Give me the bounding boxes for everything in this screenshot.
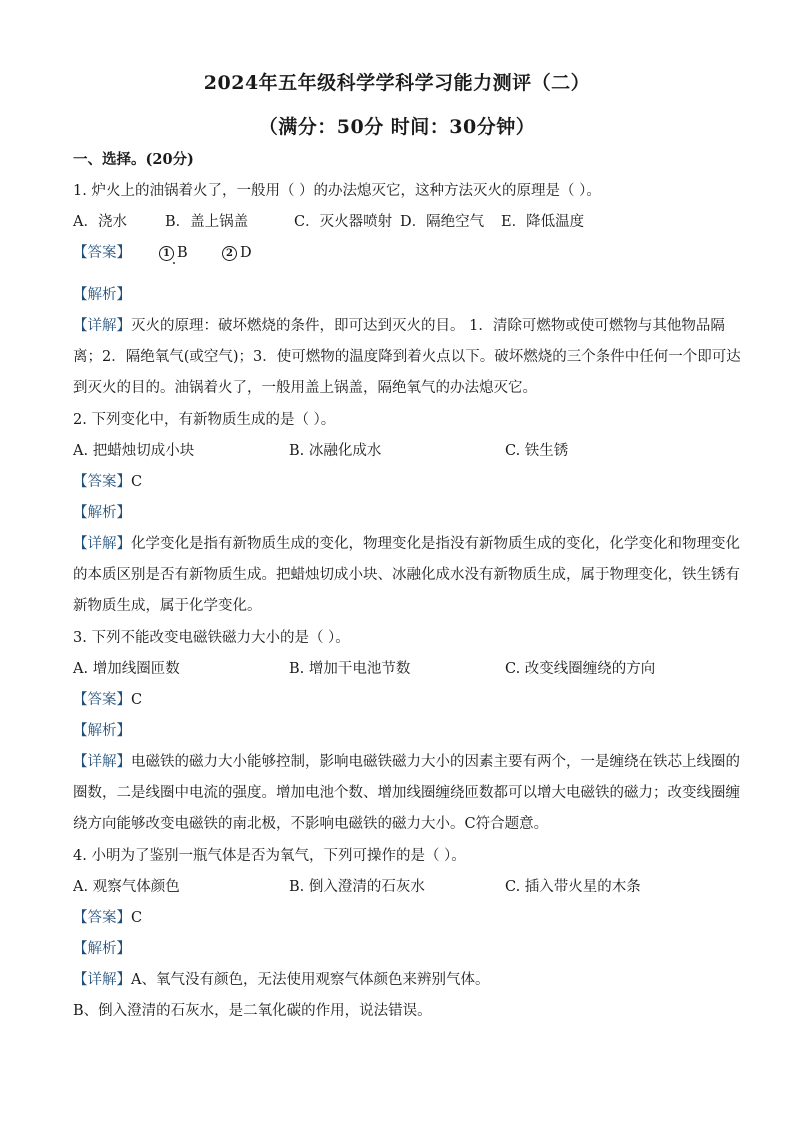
question-1-detail-3: 到灭火的目的。油锅着火了，一般用盖上锅盖，隔绝氧气的办法熄灭它。 <box>73 380 537 396</box>
option-d: D．隔绝空气 <box>400 214 485 230</box>
question-2-stem: 2. 下列变化中，有新物质生成的是（ ）。 <box>73 412 336 428</box>
answer-tag: 【答案】 <box>73 245 131 261</box>
analysis-tag: 【解析】 <box>73 941 131 957</box>
option-b: B. 增加干电池节数 <box>289 661 411 677</box>
question-4-stem: 4. 小明为了鉴别一瓶气体是否为氧气，下列可操作的是（ ）。 <box>73 848 466 864</box>
question-4-answer <box>73 907 723 929</box>
answer-tag: 【答案】 <box>73 474 131 490</box>
question-4-detail-2: B、倒入澄清的石灰水，是二氧化碳的作用，说法错误。 <box>73 1003 432 1019</box>
option-b: B. 冰融化成水 <box>289 443 382 459</box>
detail-tag: 【详解】 <box>73 318 131 334</box>
answer-value: C <box>131 910 143 926</box>
analysis-tag: 【解析】 <box>73 287 131 303</box>
question-4-detail-1: 【详解】A、氧气没有颜色，无法使用观察气体颜色来辨别气体。 <box>73 972 490 988</box>
option-c: C．灭火器喷射 <box>294 214 393 230</box>
question-3-detail-1: 【详解】电磁铁的磁力大小能够控制，影响电磁铁磁力大小的因素主要有两个，一是缠绕在铁芯上线圈的 <box>73 754 740 770</box>
analysis-tag: 【解析】 <box>73 723 131 739</box>
question-1-detail-2: 离；2．隔绝氧气(或空气)；3．使可燃物的温度降到着火点以下。破坏燃烧的三个条件中任何一个即可达 <box>73 349 741 365</box>
option-c: C. 铁生锈 <box>505 443 569 459</box>
question-3-answer <box>73 689 723 711</box>
question-2-answer <box>73 471 723 493</box>
answer-part-2: 2 D <box>222 242 252 264</box>
question-2-detail-2: 的本质区别是否有新物质生成。把蜡烛切成小块、冰融化成水没有新物质生成，属于物理变化，铁生锈有 <box>73 567 740 583</box>
answer-part-1: 1 B <box>159 242 188 264</box>
option-a: A. 把蜡烛切成小块 <box>73 443 195 459</box>
answer-value: C <box>131 474 143 490</box>
option-e: E．降低温度 <box>501 214 585 230</box>
option-c: C. 改变线圈缠绕的方向 <box>505 661 656 677</box>
question-3-stem: 3. 下列不能改变电磁铁磁力大小的是（ ）。 <box>73 630 350 646</box>
question-3-detail-3: 绕方向能够改变电磁铁的南北极，不影响电磁铁的磁力大小。C符合题意。 <box>73 816 549 832</box>
question-1-detail-1: 【详解】灭火的原理：破坏燃烧的条件，即可达到灭火的目。 1．清除可燃物或使可燃物与其他物品隔 <box>73 318 725 334</box>
analysis-tag: 【解析】 <box>73 505 131 521</box>
option-c: C. 插入带火星的木条 <box>505 879 641 895</box>
question-1-answer <box>73 242 723 264</box>
detail-tag: 【详解】 <box>73 536 131 552</box>
option-a: A. 观察气体颜色 <box>73 879 180 895</box>
answer-tag: 【答案】 <box>73 910 131 926</box>
section-heading: 一、选择。(20分) <box>73 151 194 168</box>
option-b: B．盖上锅盖 <box>165 214 249 230</box>
circled-number-1: 1 <box>159 246 174 261</box>
answer-value: C <box>131 692 143 708</box>
answer-tag: 【答案】 <box>73 692 131 708</box>
question-2-detail-1: 【详解】化学变化是指有新物质生成的变化，物理变化是指没有新物质生成的变化，化学变化和物理变化 <box>73 536 740 552</box>
detail-tag: 【详解】 <box>73 972 131 988</box>
question-3-detail-2: 圈数，二是线圈中电流的强度。增加电池个数、增加线圈缠绕匝数都可以增大电磁铁的磁力；改变线圈缠 <box>73 785 740 801</box>
detail-tag: 【详解】 <box>73 754 131 770</box>
decorative-dot <box>173 262 175 264</box>
question-2-detail-3: 新物质生成，属于化学变化。 <box>73 598 262 614</box>
page-title: 2024年五年级科学学科学习能力测评（二） <box>203 72 591 94</box>
page-subtitle: （满分：50分 时间：30分钟） <box>258 116 536 138</box>
option-a: A．浇水 <box>73 214 127 230</box>
option-a: A. 增加线圈匝数 <box>73 661 180 677</box>
option-b: B. 倒入澄清的石灰水 <box>289 879 425 895</box>
question-1-stem: 1. 炉火上的油锅着火了，一般用（ ）的办法熄灭它，这种方法灭火的原理是（ ）。 <box>73 183 601 199</box>
circled-number-2: 2 <box>222 246 237 261</box>
